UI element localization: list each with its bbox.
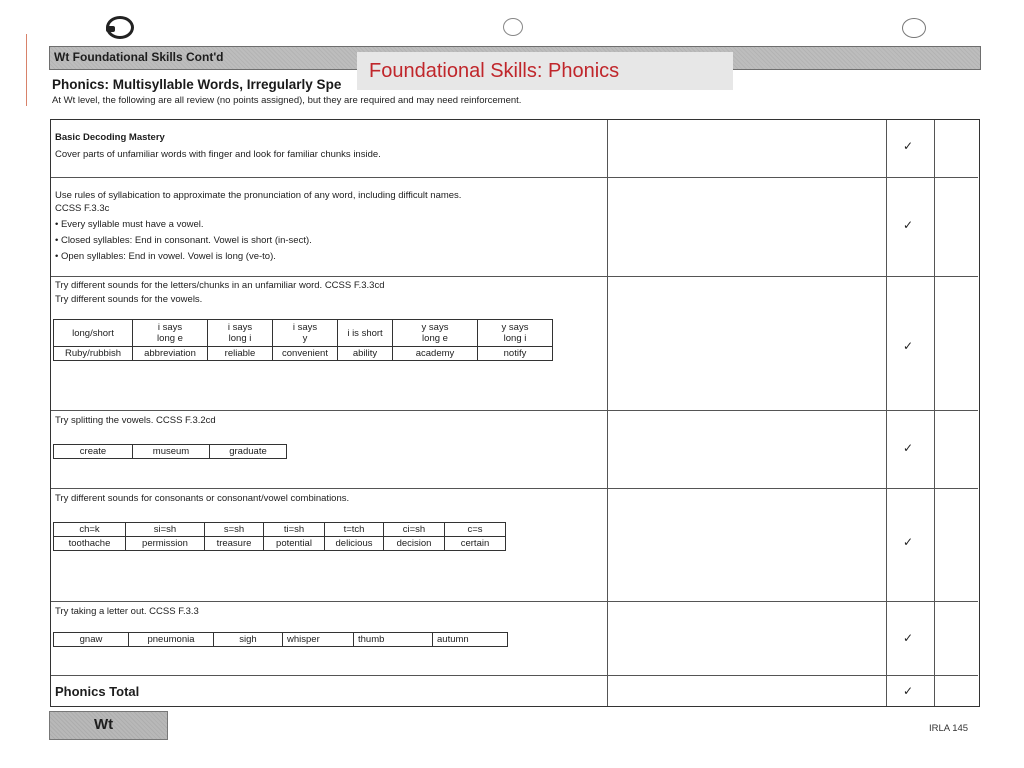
page-number: IRLA 145 — [929, 723, 969, 734]
table-header-row — [54, 523, 506, 537]
table-cell: decision — [384, 537, 445, 551]
skills-table — [50, 119, 980, 707]
bullet-item: • Every syllable must have a vowel. — [55, 219, 204, 230]
table-cell: ch=k — [54, 523, 126, 537]
row-text: Try splitting the vowels. CCSS F.3.2cd — [55, 415, 216, 426]
table-cell: c=s — [445, 523, 506, 537]
table-cell: gnaw — [54, 633, 129, 647]
cell-line: y says — [421, 322, 449, 333]
table-cell — [273, 320, 338, 347]
cell-line: long e — [157, 333, 183, 344]
table-cell: treasure — [205, 537, 264, 551]
table-row — [54, 445, 287, 459]
table-row-letter-out — [51, 602, 978, 676]
table-cell: ti=sh — [264, 523, 325, 537]
checkmark-icon: ✓ — [903, 684, 914, 698]
table-cell: academy — [393, 347, 478, 361]
row-text: CCSS F.3.3c — [55, 203, 110, 214]
table-cell: si=sh — [126, 523, 205, 537]
cell-line: i says — [227, 322, 253, 333]
table-cell: long/short — [54, 320, 133, 347]
checkmark-icon: ✓ — [903, 441, 914, 455]
row-title: Phonics Total — [55, 684, 140, 699]
bullet-item: • Open syllables: End in vowel. Vowel is long (ve-to). — [55, 251, 276, 262]
table-cell — [478, 320, 553, 347]
table-cell: reliable — [208, 347, 273, 361]
table-row-consonants — [51, 489, 978, 602]
cell-line: long i — [503, 333, 527, 344]
cell-line: i says — [157, 322, 183, 333]
table-cell: potential — [264, 537, 325, 551]
table-row-phonics-total — [51, 676, 978, 706]
table-cell: graduate — [210, 445, 287, 459]
table-cell: t=tch — [325, 523, 384, 537]
table-cell: notify — [478, 347, 553, 361]
checkmark-icon: ✓ — [903, 339, 914, 353]
table-cell: ability — [338, 347, 393, 361]
binder-hole-icon — [106, 16, 134, 39]
section-note: At Wt level, the following are all review (no points assigned), but they are required and may need reinforcement. — [52, 95, 522, 106]
checkmark-icon: ✓ — [903, 535, 914, 549]
consonant-sounds-table — [53, 522, 506, 551]
cell-line: y — [302, 333, 308, 344]
table-cell: museum — [133, 445, 210, 459]
table-cell: s=sh — [205, 523, 264, 537]
binder-hole-icon — [902, 18, 926, 38]
table-cell: pneumonia — [129, 633, 214, 647]
checkmark-icon: ✓ — [903, 139, 914, 153]
table-cell: thumb — [354, 633, 433, 647]
slide-title: Foundational Skills: Phonics — [357, 52, 733, 90]
table-cell: ci=sh — [384, 523, 445, 537]
row-text: Try different sounds for the vowels. — [55, 294, 203, 305]
table-cell: autumn — [433, 633, 508, 647]
table-cell: sigh — [214, 633, 283, 647]
table-cell: whisper — [283, 633, 354, 647]
row-text: Cover parts of unfamiliar words with finger and look for familiar chunks inside. — [55, 149, 381, 160]
level-label: Wt — [94, 716, 114, 733]
table-row — [54, 633, 508, 647]
silent-letter-table — [53, 632, 508, 647]
table-row — [54, 537, 506, 551]
table-cell — [208, 320, 273, 347]
checkmark-icon: ✓ — [903, 631, 914, 645]
row-title: Basic Decoding Mastery — [55, 132, 165, 143]
checkmark-icon: ✓ — [903, 218, 914, 232]
table-cell: delicious — [325, 537, 384, 551]
vowel-sounds-table — [53, 319, 553, 361]
table-cell — [393, 320, 478, 347]
row-text: Try different sounds for the letters/chunks in an unfamiliar word. CCSS F.3.3cd — [55, 280, 385, 291]
row-text: Try taking a letter out. CCSS F.3.3 — [55, 606, 199, 617]
cell-line: y says — [501, 322, 529, 333]
table-cell: Ruby/rubbish — [54, 347, 133, 361]
cell-line: i says — [292, 322, 318, 333]
table-row-split-vowels — [51, 411, 978, 489]
margin-rule — [26, 34, 27, 106]
table-cell: convenient — [273, 347, 338, 361]
binder-hole-icon — [503, 18, 523, 36]
cell-line: long i — [228, 333, 252, 344]
table-cell — [133, 320, 208, 347]
table-row-basic-decoding — [51, 120, 978, 178]
row-text: Try different sounds for consonants or consonant/vowel combinations. — [55, 493, 350, 504]
table-cell: permission — [126, 537, 205, 551]
table-cell: certain — [445, 537, 506, 551]
table-row-syllabication — [51, 178, 978, 277]
level-badge — [49, 711, 168, 740]
cell-line: long e — [422, 333, 448, 344]
table-cell: abbreviation — [133, 347, 208, 361]
table-row — [54, 347, 553, 361]
split-vowels-table — [53, 444, 287, 459]
table-cell: toothache — [54, 537, 126, 551]
header-bar-title: Wt Foundational Skills Cont'd — [54, 50, 224, 64]
bullet-item: • Closed syllables: End in consonant. Vowel is short (in-sect). — [55, 235, 312, 246]
section-title: Phonics: Multisyllable Words, Irregularly Spe — [52, 77, 342, 92]
table-row-letter-sounds — [51, 277, 978, 411]
table-cell: create — [54, 445, 133, 459]
row-text: Use rules of syllabication to approximate the pronunciation of any word, including difficult names. — [55, 190, 462, 201]
table-header-row — [54, 320, 553, 347]
table-cell: i is short — [338, 320, 393, 347]
